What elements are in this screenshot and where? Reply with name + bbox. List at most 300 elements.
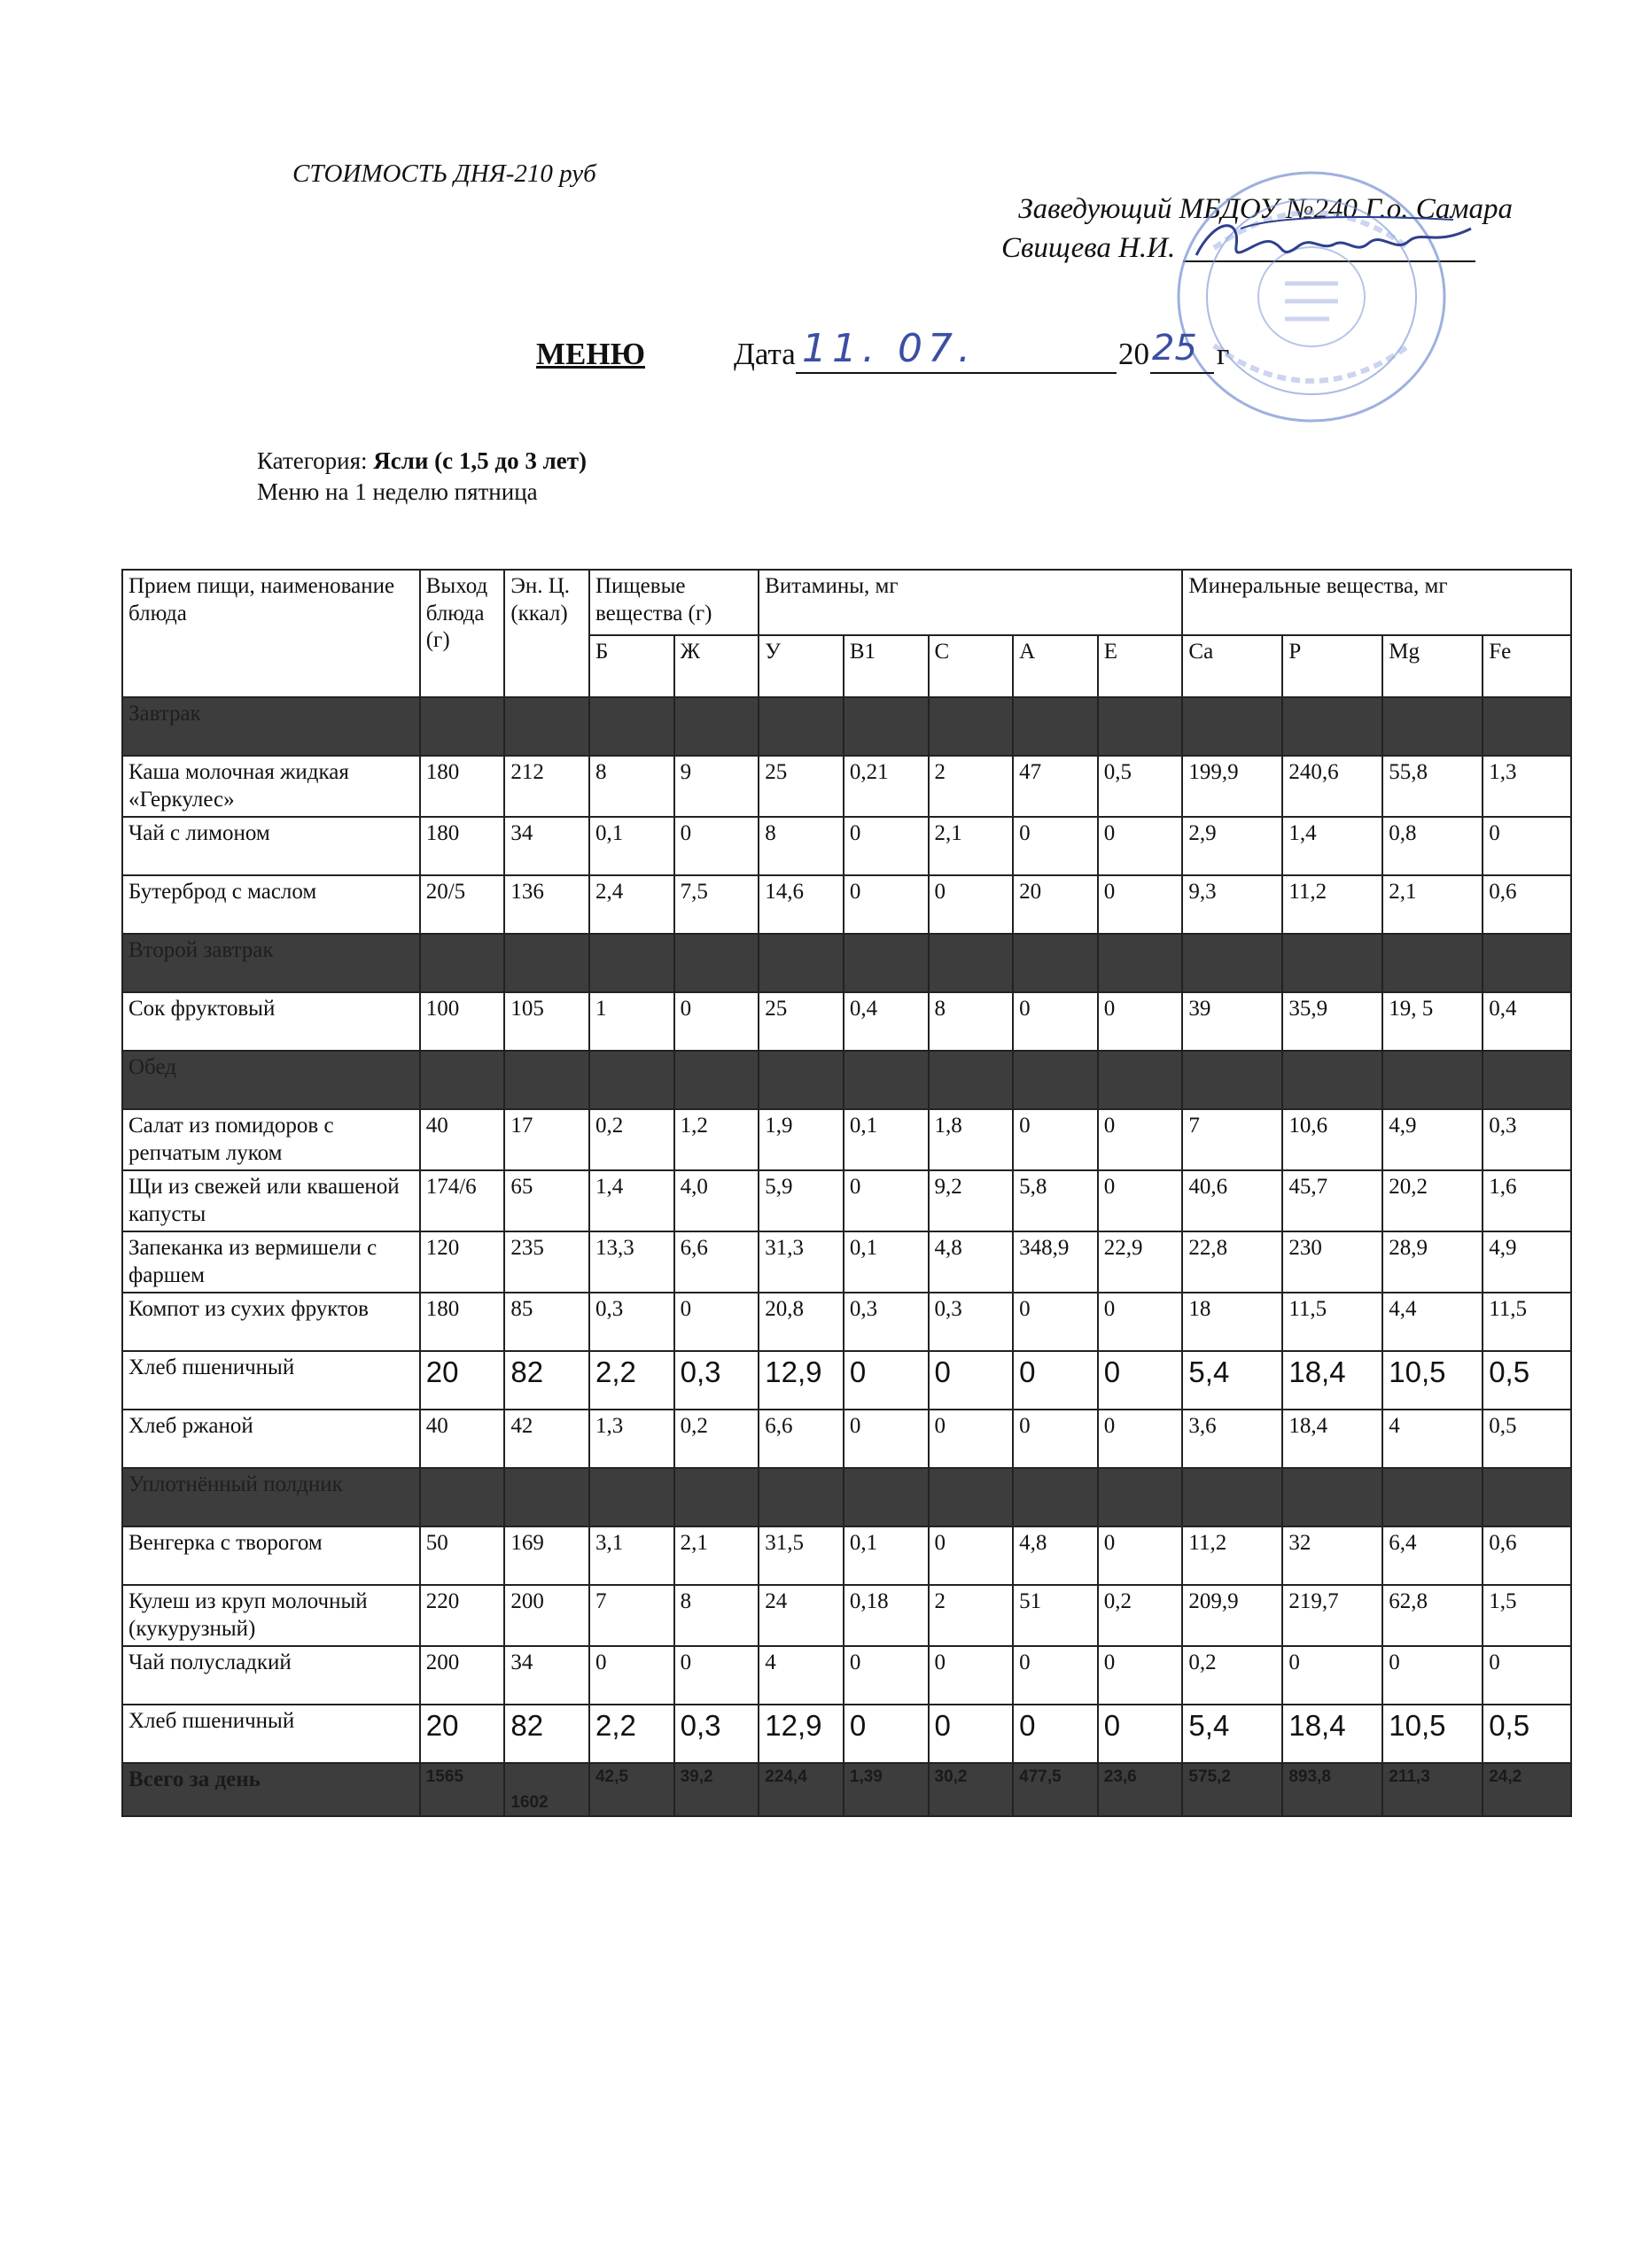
section-cell <box>1282 1468 1382 1526</box>
section-cell <box>1013 697 1098 756</box>
value-cell: 24 <box>759 1585 844 1646</box>
value-cell: 32 <box>1282 1526 1382 1585</box>
value-cell: 0,21 <box>844 756 929 817</box>
value-cell: 0,3 <box>844 1293 929 1351</box>
value-cell: 0,4 <box>1483 992 1571 1051</box>
value-cell: 224,4 <box>759 1763 844 1816</box>
value-cell: 0 <box>1013 1410 1098 1468</box>
value-cell: 34 <box>504 1646 589 1705</box>
value-cell: 34 <box>504 817 589 875</box>
section-row <box>122 934 1571 992</box>
dish-name: Чай с лимоном <box>122 817 420 875</box>
value-cell: 105 <box>504 992 589 1051</box>
table-body <box>122 697 1571 1816</box>
value-cell: 20/5 <box>420 875 505 934</box>
value-cell: 0 <box>1483 1646 1571 1705</box>
section-cell <box>674 934 759 992</box>
value-cell: 19, 5 <box>1382 992 1483 1051</box>
dish-name: Каша молочная жидкая «Геркулес» <box>122 756 420 817</box>
value-cell: 12,9 <box>759 1705 844 1763</box>
week-line: Меню на 1 неделю пятница <box>257 478 538 505</box>
date-value: 11. 07. <box>802 326 976 371</box>
value-cell: 1,4 <box>1282 817 1382 875</box>
value-cell: 8 <box>759 817 844 875</box>
year-underline <box>1150 372 1214 374</box>
value-cell: 0,2 <box>674 1410 759 1468</box>
header-meal: Прием пищи, наименование блюда <box>122 570 420 697</box>
section-cell <box>504 1051 589 1109</box>
value-cell: 1,3 <box>589 1410 674 1468</box>
value-cell: 82 <box>504 1351 589 1410</box>
value-cell: 2 <box>929 1585 1014 1646</box>
section-cell <box>1483 1468 1571 1526</box>
value-cell: 9,3 <box>1182 875 1282 934</box>
section-title: Обед <box>122 1051 420 1109</box>
value-cell: 1,8 <box>929 1109 1014 1170</box>
dish-name: Бутерброд с маслом <box>122 875 420 934</box>
value-cell: 5,9 <box>759 1170 844 1231</box>
section-cell <box>589 697 674 756</box>
value-cell: 6,6 <box>759 1410 844 1468</box>
value-cell: 50 <box>420 1526 505 1585</box>
section-row <box>122 1468 1571 1526</box>
section-cell <box>1282 1051 1382 1109</box>
value-cell: 5,8 <box>1013 1170 1098 1231</box>
value-cell: 2,1 <box>1382 875 1483 934</box>
value-cell: 20,8 <box>759 1293 844 1351</box>
value-cell: 82 <box>504 1705 589 1763</box>
value-cell: 180 <box>420 1293 505 1351</box>
section-cell <box>674 697 759 756</box>
total-row <box>122 1763 1571 1816</box>
value-cell: 2,4 <box>589 875 674 934</box>
value-cell: 62,8 <box>1382 1585 1483 1646</box>
value-cell: 0 <box>844 1170 929 1231</box>
value-cell: 0,6 <box>1483 875 1571 934</box>
header-energy: Эн. Ц. (ккал) <box>504 570 589 697</box>
section-cell <box>1382 934 1483 992</box>
value-cell: 45,7 <box>1282 1170 1382 1231</box>
table-row <box>122 875 1571 934</box>
section-cell <box>1013 934 1098 992</box>
section-cell <box>589 934 674 992</box>
value-cell: 0,3 <box>674 1705 759 1763</box>
value-cell: 0 <box>844 1351 929 1410</box>
year-suffix: г <box>1217 337 1230 371</box>
value-cell: 1,9 <box>759 1109 844 1170</box>
table-row <box>122 1293 1571 1351</box>
value-cell: 0,3 <box>589 1293 674 1351</box>
value-cell: 0 <box>1013 1109 1098 1170</box>
value-cell: 211,3 <box>1382 1763 1483 1816</box>
section-cell <box>1282 934 1382 992</box>
section-title: Завтрак <box>122 697 420 756</box>
value-cell: 0 <box>1098 1351 1183 1410</box>
value-cell: 0,2 <box>1098 1585 1183 1646</box>
value-cell: 0,1 <box>844 1109 929 1170</box>
value-cell: 0,1 <box>844 1231 929 1293</box>
section-cell <box>420 697 505 756</box>
subheader-col: Mg <box>1382 635 1483 697</box>
value-cell: 18 <box>1182 1293 1282 1351</box>
value-cell: 0 <box>929 1705 1014 1763</box>
approver-position: Заведующий МБДОУ №240 Г.о. Самара <box>1018 193 1513 225</box>
table-row <box>122 1109 1571 1170</box>
value-cell: 18,4 <box>1282 1705 1382 1763</box>
value-cell: 0 <box>674 817 759 875</box>
section-cell <box>1098 1051 1183 1109</box>
value-cell: 0 <box>1098 1526 1183 1585</box>
section-cell <box>504 697 589 756</box>
category-value: Ясли (с 1,5 до 3 лет) <box>373 447 587 474</box>
value-cell: 0,3 <box>674 1351 759 1410</box>
section-cell <box>1483 934 1571 992</box>
value-cell: 31,5 <box>759 1526 844 1585</box>
value-cell: 4,4 <box>1382 1293 1483 1351</box>
value-cell: 136 <box>504 875 589 934</box>
value-cell: 55,8 <box>1382 756 1483 817</box>
table-row <box>122 1410 1571 1468</box>
value-cell: 100 <box>420 992 505 1051</box>
value-cell: 4 <box>1382 1410 1483 1468</box>
value-cell: 199,9 <box>1182 756 1282 817</box>
value-cell: 0 <box>844 817 929 875</box>
date-label: Дата <box>734 337 796 371</box>
value-cell: 0 <box>929 1351 1014 1410</box>
subheader-col: Б <box>589 635 674 697</box>
table-row <box>122 1585 1571 1646</box>
value-cell: 13,3 <box>589 1231 674 1293</box>
value-cell: 0 <box>1013 1705 1098 1763</box>
subheader-col: У <box>759 635 844 697</box>
value-cell: 0,18 <box>844 1585 929 1646</box>
section-cell <box>1483 697 1571 756</box>
section-cell <box>1382 1051 1483 1109</box>
table-row <box>122 756 1571 817</box>
stamp-seal <box>1152 151 1471 443</box>
section-cell <box>674 1468 759 1526</box>
value-cell: 0 <box>1098 1410 1183 1468</box>
year-prefix: 20 <box>1118 337 1149 371</box>
value-cell: 0,3 <box>929 1293 1014 1351</box>
value-cell: 1,6 <box>1483 1170 1571 1231</box>
value-cell: 25 <box>759 756 844 817</box>
subheader-col: В1 <box>844 635 929 697</box>
value-cell: 11,2 <box>1282 875 1382 934</box>
value-cell: 0,2 <box>1182 1646 1282 1705</box>
value-cell: 219,7 <box>1282 1585 1382 1646</box>
value-cell: 18,4 <box>1282 1410 1382 1468</box>
value-cell: 20 <box>420 1705 505 1763</box>
value-cell: 0,6 <box>1483 1526 1571 1585</box>
section-title: Уплотнённый полдник <box>122 1468 420 1526</box>
value-cell: 1 <box>589 992 674 1051</box>
section-cell <box>844 934 929 992</box>
section-cell <box>844 1051 929 1109</box>
value-cell: 0 <box>1098 1646 1183 1705</box>
value-cell: 0,5 <box>1483 1705 1571 1763</box>
value-cell: 0 <box>1382 1646 1483 1705</box>
value-cell: 0,1 <box>589 817 674 875</box>
value-cell: 477,5 <box>1013 1763 1098 1816</box>
value-cell: 22,9 <box>1098 1231 1183 1293</box>
value-cell: 18,4 <box>1282 1351 1382 1410</box>
table-row <box>122 992 1571 1051</box>
subheader-col: Са <box>1182 635 1282 697</box>
value-cell: 0 <box>1013 817 1098 875</box>
value-cell: 35,9 <box>1282 992 1382 1051</box>
value-cell: 348,9 <box>1013 1231 1098 1293</box>
table-row <box>122 1705 1571 1763</box>
section-cell <box>1382 697 1483 756</box>
value-cell: 40 <box>420 1410 505 1468</box>
section-cell <box>504 934 589 992</box>
category-line <box>257 447 587 475</box>
value-cell: 0,2 <box>589 1109 674 1170</box>
value-cell: 1,3 <box>1483 756 1571 817</box>
value-cell: 0 <box>1098 875 1183 934</box>
value-cell: 0 <box>1013 1293 1098 1351</box>
value-cell: 1565 <box>420 1763 505 1816</box>
dish-name: Компот из сухих фруктов <box>122 1293 420 1351</box>
section-cell <box>504 1468 589 1526</box>
table-row <box>122 1526 1571 1585</box>
value-cell: 39 <box>1182 992 1282 1051</box>
section-cell <box>1182 697 1282 756</box>
header-yield: Выход блюда (г) <box>420 570 505 697</box>
value-cell: 20 <box>420 1351 505 1410</box>
value-cell: 200 <box>420 1646 505 1705</box>
value-cell: 3,1 <box>589 1526 674 1585</box>
value-cell: 10,6 <box>1282 1109 1382 1170</box>
section-cell <box>929 934 1014 992</box>
category-label: Категория: <box>257 447 374 474</box>
value-cell: 0 <box>1098 1293 1183 1351</box>
value-cell: 85 <box>504 1293 589 1351</box>
value-cell: 42,5 <box>589 1763 674 1816</box>
section-cell <box>1098 934 1183 992</box>
value-cell: 40,6 <box>1182 1170 1282 1231</box>
value-cell: 0 <box>929 1410 1014 1468</box>
value-cell: 0 <box>844 875 929 934</box>
value-cell: 4,0 <box>674 1170 759 1231</box>
table-row <box>122 1170 1571 1231</box>
value-cell: 11,5 <box>1282 1293 1382 1351</box>
table-row <box>122 1231 1571 1293</box>
value-cell: 1,39 <box>844 1763 929 1816</box>
value-cell: 0 <box>674 1646 759 1705</box>
value-cell: 174/6 <box>420 1170 505 1231</box>
value-cell: 0 <box>674 1293 759 1351</box>
menu-title: МЕНЮ <box>536 337 646 371</box>
value-cell: 8 <box>589 756 674 817</box>
value-cell: 1,2 <box>674 1109 759 1170</box>
value-cell: 6,4 <box>1382 1526 1483 1585</box>
value-cell: 0 <box>1098 817 1183 875</box>
value-cell: 0,1 <box>844 1526 929 1585</box>
section-cell <box>674 1051 759 1109</box>
value-cell: 0 <box>1282 1646 1382 1705</box>
value-cell: 25 <box>759 992 844 1051</box>
value-cell: 0 <box>929 1646 1014 1705</box>
value-cell: 0 <box>1098 1170 1183 1231</box>
date-underline <box>796 372 1117 374</box>
day-cost: СТОИМОСТЬ ДНЯ-210 руб <box>292 159 596 188</box>
subheader-col: С <box>929 635 1014 697</box>
value-cell: 7 <box>1182 1109 1282 1170</box>
header-minerals: Минеральные вещества, мг <box>1182 570 1571 635</box>
value-cell: 2,1 <box>674 1526 759 1585</box>
section-row <box>122 1051 1571 1109</box>
value-cell: 0 <box>674 992 759 1051</box>
section-cell <box>759 697 844 756</box>
value-cell: 12,9 <box>759 1351 844 1410</box>
value-cell: 17 <box>504 1109 589 1170</box>
value-cell: 1,4 <box>589 1170 674 1231</box>
dish-name: Запеканка из вермишели с фаршем <box>122 1231 420 1293</box>
value-cell: 4,8 <box>929 1231 1014 1293</box>
value-cell: 5,4 <box>1182 1705 1282 1763</box>
value-cell: 0 <box>844 1410 929 1468</box>
value-cell: 65 <box>504 1170 589 1231</box>
value-cell: 42 <box>504 1410 589 1468</box>
value-cell: 24,2 <box>1483 1763 1571 1816</box>
value-cell: 180 <box>420 756 505 817</box>
value-cell: 2,1 <box>929 817 1014 875</box>
value-cell: 0,3 <box>1483 1109 1571 1170</box>
approver-name: Свищева Н.И. <box>1001 232 1176 264</box>
dish-name: Кулеш из круп молочный (кукурузный) <box>122 1585 420 1646</box>
value-cell: 8 <box>674 1585 759 1646</box>
value-cell: 6,6 <box>674 1231 759 1293</box>
section-cell <box>1182 1468 1282 1526</box>
section-cell <box>1013 1051 1098 1109</box>
subheader-col: Ж <box>674 635 759 697</box>
dish-name: Хлеб ржаной <box>122 1410 420 1468</box>
dish-name: Хлеб пшеничный <box>122 1351 420 1410</box>
section-cell <box>420 1468 505 1526</box>
value-cell: 1,5 <box>1483 1585 1571 1646</box>
section-cell <box>1013 1468 1098 1526</box>
value-cell: 209,9 <box>1182 1585 1282 1646</box>
value-cell: 0 <box>1013 992 1098 1051</box>
value-cell: 14,6 <box>759 875 844 934</box>
value-cell: 0 <box>1013 1646 1098 1705</box>
section-cell <box>929 697 1014 756</box>
value-cell: 0,5 <box>1098 756 1183 817</box>
section-cell <box>759 1051 844 1109</box>
value-cell: 30,2 <box>929 1763 1014 1816</box>
dish-name: Щи из свежей или квашеной капусты <box>122 1170 420 1231</box>
subheader-col: Р <box>1282 635 1382 697</box>
subheader-col: Е <box>1098 635 1183 697</box>
value-cell: 9 <box>674 756 759 817</box>
value-cell: 200 <box>504 1585 589 1646</box>
value-cell: 0 <box>1098 1109 1183 1170</box>
header-nutrients: Пищевые вещества (г) <box>589 570 759 635</box>
value-cell: 4,9 <box>1483 1231 1571 1293</box>
value-cell: 0,5 <box>1483 1351 1571 1410</box>
value-cell: 2,2 <box>589 1351 674 1410</box>
value-cell: 0 <box>1483 817 1571 875</box>
value-cell: 235 <box>504 1231 589 1293</box>
value-cell: 120 <box>420 1231 505 1293</box>
section-cell <box>1282 697 1382 756</box>
table-row <box>122 1351 1571 1410</box>
value-cell: 4 <box>759 1646 844 1705</box>
value-cell: 23,6 <box>1098 1763 1183 1816</box>
value-cell: 0 <box>929 1526 1014 1585</box>
table-row <box>122 817 1571 875</box>
header-vitamins: Витамины, мг <box>759 570 1182 635</box>
value-cell: 212 <box>504 756 589 817</box>
value-cell: 8 <box>929 992 1014 1051</box>
section-cell <box>1098 1468 1183 1526</box>
section-cell <box>1382 1468 1483 1526</box>
section-cell <box>1182 1051 1282 1109</box>
value-cell: 169 <box>504 1526 589 1585</box>
value-cell: 0 <box>589 1646 674 1705</box>
section-cell <box>420 1051 505 1109</box>
section-cell <box>759 1468 844 1526</box>
value-cell: 5,4 <box>1182 1351 1282 1410</box>
value-cell: 10,5 <box>1382 1705 1483 1763</box>
menu-table <box>121 569 1572 1817</box>
value-cell: 22,8 <box>1182 1231 1282 1293</box>
value-cell: 47 <box>1013 756 1098 817</box>
signature-icon <box>1187 211 1480 273</box>
section-cell <box>1098 697 1183 756</box>
section-cell <box>844 697 929 756</box>
section-cell <box>759 934 844 992</box>
section-cell <box>929 1051 1014 1109</box>
value-cell: 4,8 <box>1013 1526 1098 1585</box>
value-cell: 2,2 <box>589 1705 674 1763</box>
section-row <box>122 697 1571 756</box>
value-cell: 1602 <box>504 1763 589 1816</box>
value-cell: 10,5 <box>1382 1351 1483 1410</box>
value-cell: 7 <box>589 1585 674 1646</box>
value-cell: 0,4 <box>844 992 929 1051</box>
value-cell: 0,8 <box>1382 817 1483 875</box>
value-cell: 51 <box>1013 1585 1098 1646</box>
section-title: Второй завтрак <box>122 934 420 992</box>
value-cell: 4,9 <box>1382 1109 1483 1170</box>
dish-name: Хлеб пшеничный <box>122 1705 420 1763</box>
value-cell: 11,2 <box>1182 1526 1282 1585</box>
year-value: 25 <box>1152 328 1197 369</box>
section-cell <box>589 1468 674 1526</box>
value-cell: 31,3 <box>759 1231 844 1293</box>
value-cell: 240,6 <box>1282 756 1382 817</box>
dish-name: Венгерка с творогом <box>122 1526 420 1585</box>
value-cell: 0 <box>844 1705 929 1763</box>
value-cell: 893,8 <box>1282 1763 1382 1816</box>
value-cell: 0,5 <box>1483 1410 1571 1468</box>
value-cell: 2,9 <box>1182 817 1282 875</box>
value-cell: 220 <box>420 1585 505 1646</box>
value-cell: 230 <box>1282 1231 1382 1293</box>
subheader-col: Fe <box>1483 635 1571 697</box>
value-cell: 2 <box>929 756 1014 817</box>
dish-name: Чай полусладкий <box>122 1646 420 1705</box>
value-cell: 0 <box>1098 1705 1183 1763</box>
dish-name: Салат из помидоров с репчатым луком <box>122 1109 420 1170</box>
section-cell <box>929 1468 1014 1526</box>
total-label: Всего за день <box>122 1763 420 1816</box>
section-cell <box>589 1051 674 1109</box>
section-cell <box>1182 934 1282 992</box>
